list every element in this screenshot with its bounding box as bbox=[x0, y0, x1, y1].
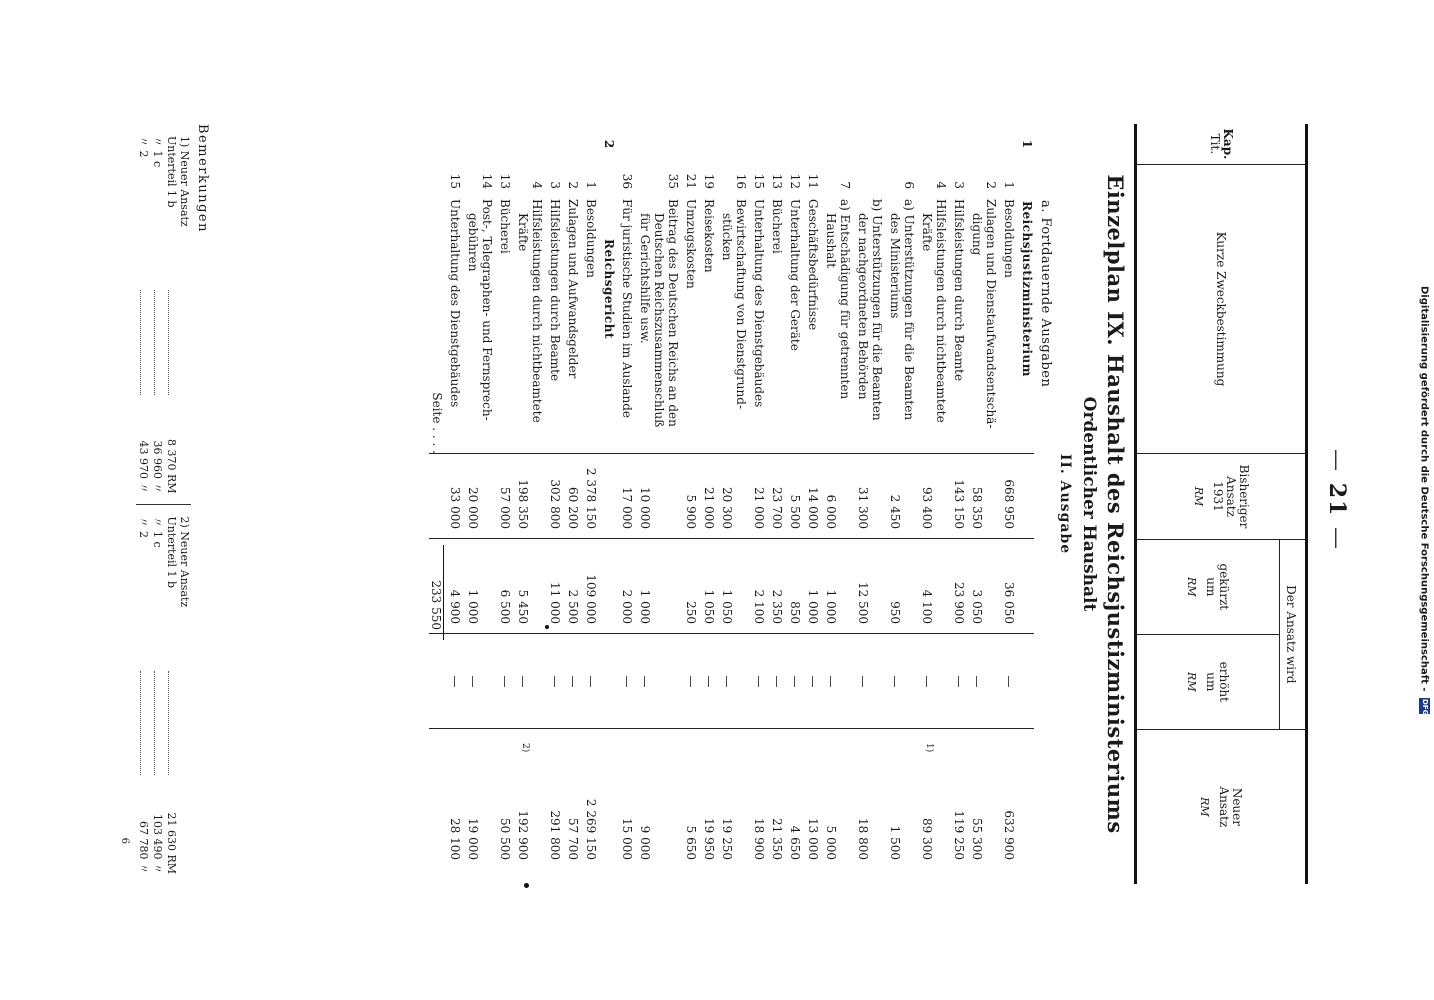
gekuerzt-value: 6 500 bbox=[498, 589, 512, 624]
remarks-title: Bemerkungen bbox=[195, 124, 210, 233]
row-description: Geschäftsbedürfnisse bbox=[806, 199, 820, 331]
table-row bbox=[888, 124, 916, 884]
titel-number: 15 bbox=[752, 173, 766, 189]
footnote-mark: 1) bbox=[924, 743, 934, 753]
erhoeht-value: — bbox=[824, 675, 838, 688]
titel-number: 1 bbox=[584, 181, 598, 189]
seite-label: Seite . . . . bbox=[430, 392, 444, 454]
table-row bbox=[856, 124, 884, 884]
table-row bbox=[702, 124, 716, 884]
titel-number: 4 bbox=[530, 181, 544, 189]
table-titles bbox=[1038, 124, 1128, 884]
erhoeht-value: — bbox=[806, 675, 820, 688]
remark-label: Unterteil 1 b bbox=[165, 516, 178, 589]
kapitel-number: 2 bbox=[602, 139, 616, 149]
kapitel-heading-row bbox=[602, 124, 616, 884]
bisheriger-value: 17 000 bbox=[620, 487, 634, 529]
titel-number: 13 bbox=[498, 173, 512, 189]
table-row bbox=[720, 124, 748, 884]
footnote-mark: 2) bbox=[520, 743, 530, 753]
gekuerzt-value: 2 500 bbox=[566, 589, 580, 624]
erhoeht-value: — bbox=[584, 675, 598, 688]
neuer-ansatz-value: 1 500 bbox=[888, 825, 902, 860]
remark-value: 8 370 RM bbox=[165, 438, 178, 494]
erhoeht-value: — bbox=[566, 675, 580, 688]
gekuerzt-value: 2 100 bbox=[752, 589, 766, 624]
bisheriger-value: 668 950 bbox=[1002, 479, 1016, 529]
bisheriger-value: 198 350 bbox=[516, 479, 530, 529]
row-description: a) Unterstützungen für die Beamten des Ministeriums bbox=[888, 199, 916, 421]
sheet-mark: 6 bbox=[119, 837, 130, 844]
bisheriger-value: 2 450 bbox=[888, 494, 902, 529]
erhoeht-value: — bbox=[752, 675, 766, 688]
neuer-ansatz-value: 5 000 bbox=[824, 825, 838, 860]
titel-number: 2 bbox=[566, 181, 580, 189]
row-description: Beitrag des Deutschen Reichs an den Deutschen Reichszusammenschluß für Gerichtshilfe usw. bbox=[638, 199, 680, 428]
row-description: Zulagen und Aufwandsgelder bbox=[566, 199, 580, 379]
bisheriger-value: 2 378 150 bbox=[584, 467, 598, 529]
titel-number: 3 bbox=[548, 181, 562, 189]
remark-value: 103 490 〃 bbox=[151, 814, 164, 874]
table-body bbox=[429, 124, 1034, 884]
neuer-ansatz-value: 19 950 bbox=[702, 818, 716, 860]
remark-value: 21 630 RM bbox=[165, 812, 178, 874]
remark-value: 67 780 〃 bbox=[137, 821, 150, 874]
gekuerzt-value: 109 000 bbox=[584, 574, 598, 624]
row-description: Zulagen und Dienstaufwandsentschä- digung bbox=[970, 199, 998, 429]
gekuerzt-value: 250 bbox=[684, 601, 698, 624]
bisheriger-value: 33 000 bbox=[448, 487, 462, 529]
remark-1: 1) Neuer Ansatz Unterteil 1 b 8 370 RM 〃 1 c 36 960 〃 〃 2 43 970 〃 bbox=[136, 124, 191, 504]
neuer-ansatz-value: 192 900 2) bbox=[516, 743, 530, 860]
section-title: II. Ausgabe bbox=[1057, 453, 1073, 555]
row-description: Unterhaltung der Geräte bbox=[788, 199, 802, 351]
table-row bbox=[770, 124, 784, 884]
remark-line bbox=[136, 136, 150, 504]
kapitel-heading-row bbox=[1020, 124, 1034, 884]
neuer-ansatz-value: 28 100 bbox=[448, 818, 462, 860]
bisheriger-value: 5 500 bbox=[788, 494, 802, 529]
table-row bbox=[920, 124, 948, 884]
bisheriger-value: 143 150 bbox=[952, 479, 966, 529]
gekuerzt-value: 1 000 bbox=[806, 589, 820, 624]
gekuerzt-value: 1 000 bbox=[466, 589, 480, 624]
erhoeht-value: — bbox=[516, 675, 530, 688]
titel-number: 6 bbox=[902, 181, 916, 189]
neuer-ansatz-value: 55 300 bbox=[970, 818, 984, 860]
bisheriger-value: 31 300 bbox=[856, 487, 870, 529]
gekuerzt-value: 5 450 bbox=[516, 589, 530, 624]
neuer-ansatz-value: 18 800 bbox=[856, 818, 870, 860]
remark-label: 〃 1 c bbox=[151, 516, 164, 548]
bisheriger-value: 60 200 bbox=[566, 487, 580, 529]
table-row bbox=[448, 124, 462, 884]
titel-number: 12 bbox=[788, 173, 802, 189]
row-description: a) Entschädigung für getrennten Haushalt bbox=[824, 199, 852, 400]
remark-label: 〃 2 bbox=[137, 516, 150, 538]
neuer-ansatz-value: 19 000 bbox=[466, 818, 480, 860]
row-description: Bücherei bbox=[770, 199, 784, 254]
row-description: Hilfsleistungen durch Beamte bbox=[952, 199, 966, 382]
erhoeht-value: — bbox=[920, 675, 934, 688]
gekuerzt-value: 1 000 bbox=[824, 589, 838, 624]
budget-table bbox=[429, 124, 1308, 884]
neuer-ansatz-value: 89 300 1) bbox=[920, 743, 934, 860]
remark-line bbox=[164, 136, 178, 504]
header-bisheriger: Bisheriger Ansatz 1931 RM bbox=[1137, 454, 1305, 540]
remark-line bbox=[136, 517, 150, 885]
remark-label: Unterteil 1 b bbox=[165, 136, 178, 208]
row-description: Besoldungen bbox=[584, 199, 598, 278]
bisheriger-value: 6 000 bbox=[824, 494, 838, 529]
digitization-footer: Digitalisierung gefördert durch die Deutsche Forschungsgemeinschaft - DFG bbox=[1418, 286, 1430, 716]
gekuerzt-value: 11 000 bbox=[548, 582, 562, 624]
gekuerzt-value: 2 350 bbox=[770, 589, 784, 624]
remark-value: 36 960 〃 bbox=[151, 440, 164, 494]
remark-label: 〃 2 bbox=[137, 136, 150, 158]
table-row bbox=[788, 124, 802, 884]
gekuerzt-value: 1 050 bbox=[720, 589, 734, 624]
table-row bbox=[970, 124, 998, 884]
table-row bbox=[638, 124, 680, 884]
erhoeht-value: — bbox=[620, 675, 634, 688]
erhoeht-value: — bbox=[770, 675, 784, 688]
ink-speck bbox=[545, 625, 549, 629]
titel-number: 16 bbox=[734, 173, 748, 189]
neuer-ansatz-value: 119 250 bbox=[952, 810, 966, 860]
row-description: b) Unterstützungen für die Beamten der nachgeordneten Behörden bbox=[856, 199, 884, 421]
table-row bbox=[752, 124, 766, 884]
table-row bbox=[516, 124, 544, 884]
row-description: Reisekosten bbox=[702, 199, 716, 273]
erhoeht-value: — bbox=[498, 675, 512, 688]
titel-number: 13 bbox=[770, 173, 784, 189]
header-erhoeht: erhöht um RM bbox=[1185, 661, 1232, 702]
titel-number: 4 bbox=[934, 181, 948, 189]
gekuerzt-value: 4 900 bbox=[448, 589, 462, 624]
plan-subtitle: Ordentlicher Haushalt bbox=[1079, 396, 1099, 612]
neuer-ansatz-value: 15 000 bbox=[620, 818, 634, 860]
gekuerzt-value: 1 000 bbox=[638, 589, 652, 624]
erhoeht-value: — bbox=[684, 675, 698, 688]
gekuerzt-value: 3 050 bbox=[970, 589, 984, 624]
titel-number: 21 bbox=[684, 173, 698, 189]
neuer-ansatz-value: 21 350 bbox=[770, 818, 784, 860]
remarks-section bbox=[119, 124, 210, 884]
gekuerzt-value: 12 500 bbox=[856, 582, 870, 624]
row-description: Besoldungen bbox=[1002, 199, 1016, 278]
bisheriger-value: 10 000 bbox=[638, 487, 652, 529]
erhoeht-value: — bbox=[702, 675, 716, 688]
table-row bbox=[584, 124, 598, 884]
titel-number: 7 bbox=[838, 181, 852, 189]
erhoeht-value: — bbox=[970, 675, 984, 688]
titel-number: 1 bbox=[1002, 181, 1016, 189]
row-description: Hilfsleistungen durch nichtbeamtete Kräfte bbox=[920, 199, 948, 423]
neuer-ansatz-value: 50 500 bbox=[498, 818, 512, 860]
kapitel-heading: Reichsjustizministerium bbox=[1020, 201, 1034, 377]
row-description: Für juristische Studien im Auslande bbox=[620, 199, 634, 418]
gekuerzt-value: 23 900 bbox=[952, 582, 966, 624]
titel-number: 2 bbox=[984, 181, 998, 189]
erhoeht-value: — bbox=[888, 675, 902, 688]
header-kap-tit: Kap. Tit. bbox=[1137, 124, 1305, 165]
row-description: Umzugskosten bbox=[684, 199, 698, 289]
row-description: Post-, Telegraphen- und Fernsprech- gebühren bbox=[466, 199, 494, 421]
titel-number: 15 bbox=[448, 173, 462, 189]
ink-speck bbox=[524, 883, 529, 888]
remark-value: 43 970 〃 bbox=[137, 440, 150, 494]
gekuerzt-value: 1 050 bbox=[702, 589, 716, 624]
titel-number: 14 bbox=[480, 173, 494, 189]
kapitel-heading: Reichsgericht bbox=[602, 239, 616, 339]
row-description: Unterhaltung des Dienstgebäudes bbox=[448, 199, 462, 408]
neuer-ansatz-value: 632 900 bbox=[1002, 810, 1016, 860]
table-row bbox=[498, 124, 512, 884]
erhoeht-value: — bbox=[1002, 675, 1016, 688]
erhoeht-value: — bbox=[856, 675, 870, 688]
remark-line bbox=[150, 517, 164, 885]
erhoeht-value: — bbox=[448, 675, 462, 688]
remark-2: 2) Neuer Ansatz Unterteil 1 b 21 630 RM 〃 1 c 103 490 〃 〃 2 67 780 〃 bbox=[136, 504, 191, 885]
titel-number: 35 bbox=[666, 173, 680, 189]
bisheriger-value: 5 900 bbox=[684, 494, 698, 529]
neuer-ansatz-value: 13 000 bbox=[806, 818, 820, 860]
bisheriger-value: 14 000 bbox=[806, 487, 820, 529]
header-ansatz-group: Der Ansatz wird gekürzt um RM erhöht um RM bbox=[1137, 540, 1305, 730]
neuer-ansatz-value: 2 269 150 bbox=[584, 798, 598, 860]
header-neuer-ansatz: Neuer Ansatz RM bbox=[1198, 786, 1245, 828]
table-row bbox=[1002, 124, 1016, 884]
erhoeht-value: — bbox=[466, 675, 480, 688]
seite-sum: 233 550 bbox=[429, 545, 444, 640]
erhoeht-value: — bbox=[952, 675, 966, 688]
bisheriger-value: 20 000 bbox=[466, 487, 480, 529]
bisheriger-value: 57 000 bbox=[498, 487, 512, 529]
neuer-ansatz-value: 291 800 bbox=[548, 810, 562, 860]
remark-line bbox=[150, 136, 164, 504]
header-gekuerzt: gekürzt um RM bbox=[1137, 540, 1279, 635]
table-row bbox=[466, 124, 494, 884]
row-description: Hilfsleistungen durch Beamte bbox=[548, 199, 562, 382]
erhoeht-value: — bbox=[788, 675, 802, 688]
page-number-value: 21 bbox=[1324, 482, 1350, 518]
erhoeht-value: — bbox=[548, 675, 562, 688]
bisheriger-value: 23 700 bbox=[770, 487, 784, 529]
erhoeht-value: — bbox=[638, 675, 652, 688]
subsection-title: a. Fortdauernde Ausgaben bbox=[1038, 200, 1053, 388]
table-row bbox=[620, 124, 634, 884]
titel-number: 3 bbox=[952, 181, 966, 189]
table-row bbox=[952, 124, 966, 884]
bisheriger-value: 93 400 bbox=[920, 487, 934, 529]
bisheriger-value: 302 800 bbox=[548, 479, 562, 529]
gekuerzt-value: 950 bbox=[888, 601, 902, 624]
neuer-ansatz-value: 18 900 bbox=[752, 818, 766, 860]
dfg-logo: DFG bbox=[1421, 699, 1429, 716]
gekuerzt-value: 850 bbox=[788, 601, 802, 624]
row-description: Unterhaltung des Dienstgebäudes bbox=[752, 199, 766, 408]
neuer-ansatz-value: 4 650 bbox=[788, 825, 802, 860]
table-row bbox=[566, 124, 580, 884]
page-number: — 21 — bbox=[1324, 449, 1350, 551]
kapitel-number: 1 bbox=[1020, 139, 1034, 149]
table-header bbox=[1134, 124, 1308, 884]
titel-number: 19 bbox=[702, 173, 716, 189]
titel-number: 36 bbox=[620, 173, 634, 189]
seite-row bbox=[429, 124, 444, 884]
neuer-ansatz-value: 57 700 bbox=[566, 818, 580, 860]
titel-number: 11 bbox=[806, 173, 820, 189]
erhoeht-value: — bbox=[720, 675, 734, 688]
row-description: Bewirtschaftung von Dienstgrund- stücken bbox=[720, 199, 748, 409]
gekuerzt-value: 36 050 bbox=[1002, 582, 1016, 624]
table-row bbox=[806, 124, 820, 884]
neuer-ansatz-value: 19 250 bbox=[720, 818, 734, 860]
bisheriger-value: 21 000 bbox=[702, 487, 716, 529]
table-row bbox=[548, 124, 562, 884]
gekuerzt-value: 2 000 bbox=[620, 589, 634, 624]
header-zweck: Kurze Zweckbestimmung bbox=[1137, 165, 1305, 454]
table-row bbox=[684, 124, 698, 884]
remark-label: 〃 1 c bbox=[151, 136, 164, 168]
plan-title: Einzelplan IX. Haushalt des Reichsjustizministeriums bbox=[1103, 174, 1128, 834]
row-description: Bücherei bbox=[498, 199, 512, 254]
bisheriger-value: 21 000 bbox=[752, 487, 766, 529]
remark-line bbox=[164, 517, 178, 885]
neuer-ansatz-value: 9 000 bbox=[638, 825, 652, 860]
bisheriger-value: 58 350 bbox=[970, 487, 984, 529]
table-row bbox=[824, 124, 852, 884]
row-description: Hilfsleistungen durch nichtbeamtete Kräfte bbox=[516, 199, 544, 423]
bisheriger-value: 20 300 bbox=[720, 487, 734, 529]
titel-number bbox=[856, 164, 884, 193]
neuer-ansatz-value: 5 650 bbox=[684, 825, 698, 860]
gekuerzt-value: 4 100 bbox=[920, 589, 934, 624]
